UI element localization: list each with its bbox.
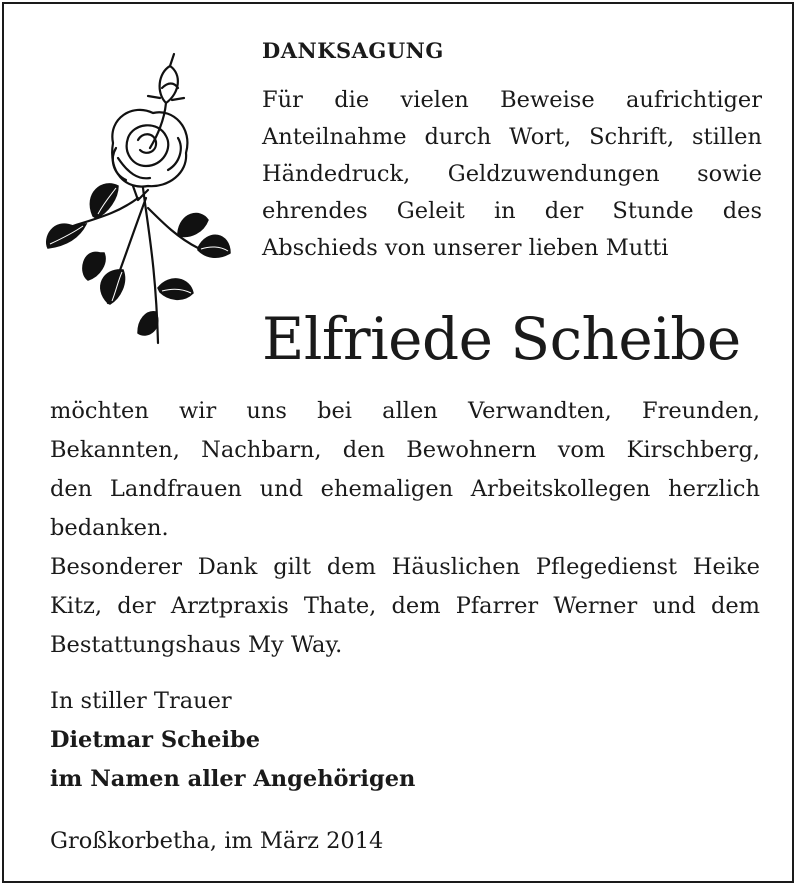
body-line: den Landfrauen und ehemaligen Arbeitskollegen herzlich [50, 476, 760, 502]
intro-line: ehrendes Geleit in der Stunde des [262, 198, 762, 224]
intro-line: Anteilnahme durch Wort, Schrift, stillen [262, 124, 762, 150]
notice-frame [2, 2, 794, 883]
signature-intro: In stiller Trauer [50, 688, 232, 714]
intro-paragraph [262, 82, 762, 267]
notice-heading: DANKSAGUNG [262, 38, 444, 63]
deceased-name: Elfriede Scheibe [262, 305, 741, 373]
body-line: Besonderer Dank gilt dem Häuslichen Pflegedienst Heike [50, 554, 760, 580]
body-line: Bestattungshaus My Way. [50, 632, 343, 658]
rose-icon [38, 48, 233, 348]
place-date: Großkorbetha, im März 2014 [50, 828, 384, 854]
body-line: möchten wir uns bei allen Verwandten, Freunden, [50, 398, 760, 424]
intro-line: Für die vielen Beweise aufrichtiger [262, 87, 762, 113]
body-line: Bekannten, Nachbarn, den Bewohnern vom Kirschberg, [50, 437, 760, 463]
body-line: Kitz, der Arztpraxis Thate, dem Pfarrer Werner und dem [50, 593, 760, 619]
signature-block [50, 682, 415, 799]
intro-line: Händedruck, Geldzuwendungen sowie [262, 161, 762, 187]
body-line: bedanken. [50, 515, 169, 541]
signature-name: Dietmar Scheibe [50, 727, 261, 753]
intro-line: Abschieds von unserer lieben Mutti [262, 235, 669, 261]
thanks-paragraph [50, 392, 760, 665]
signature-on-behalf: im Namen aller Angehörigen [50, 766, 416, 792]
